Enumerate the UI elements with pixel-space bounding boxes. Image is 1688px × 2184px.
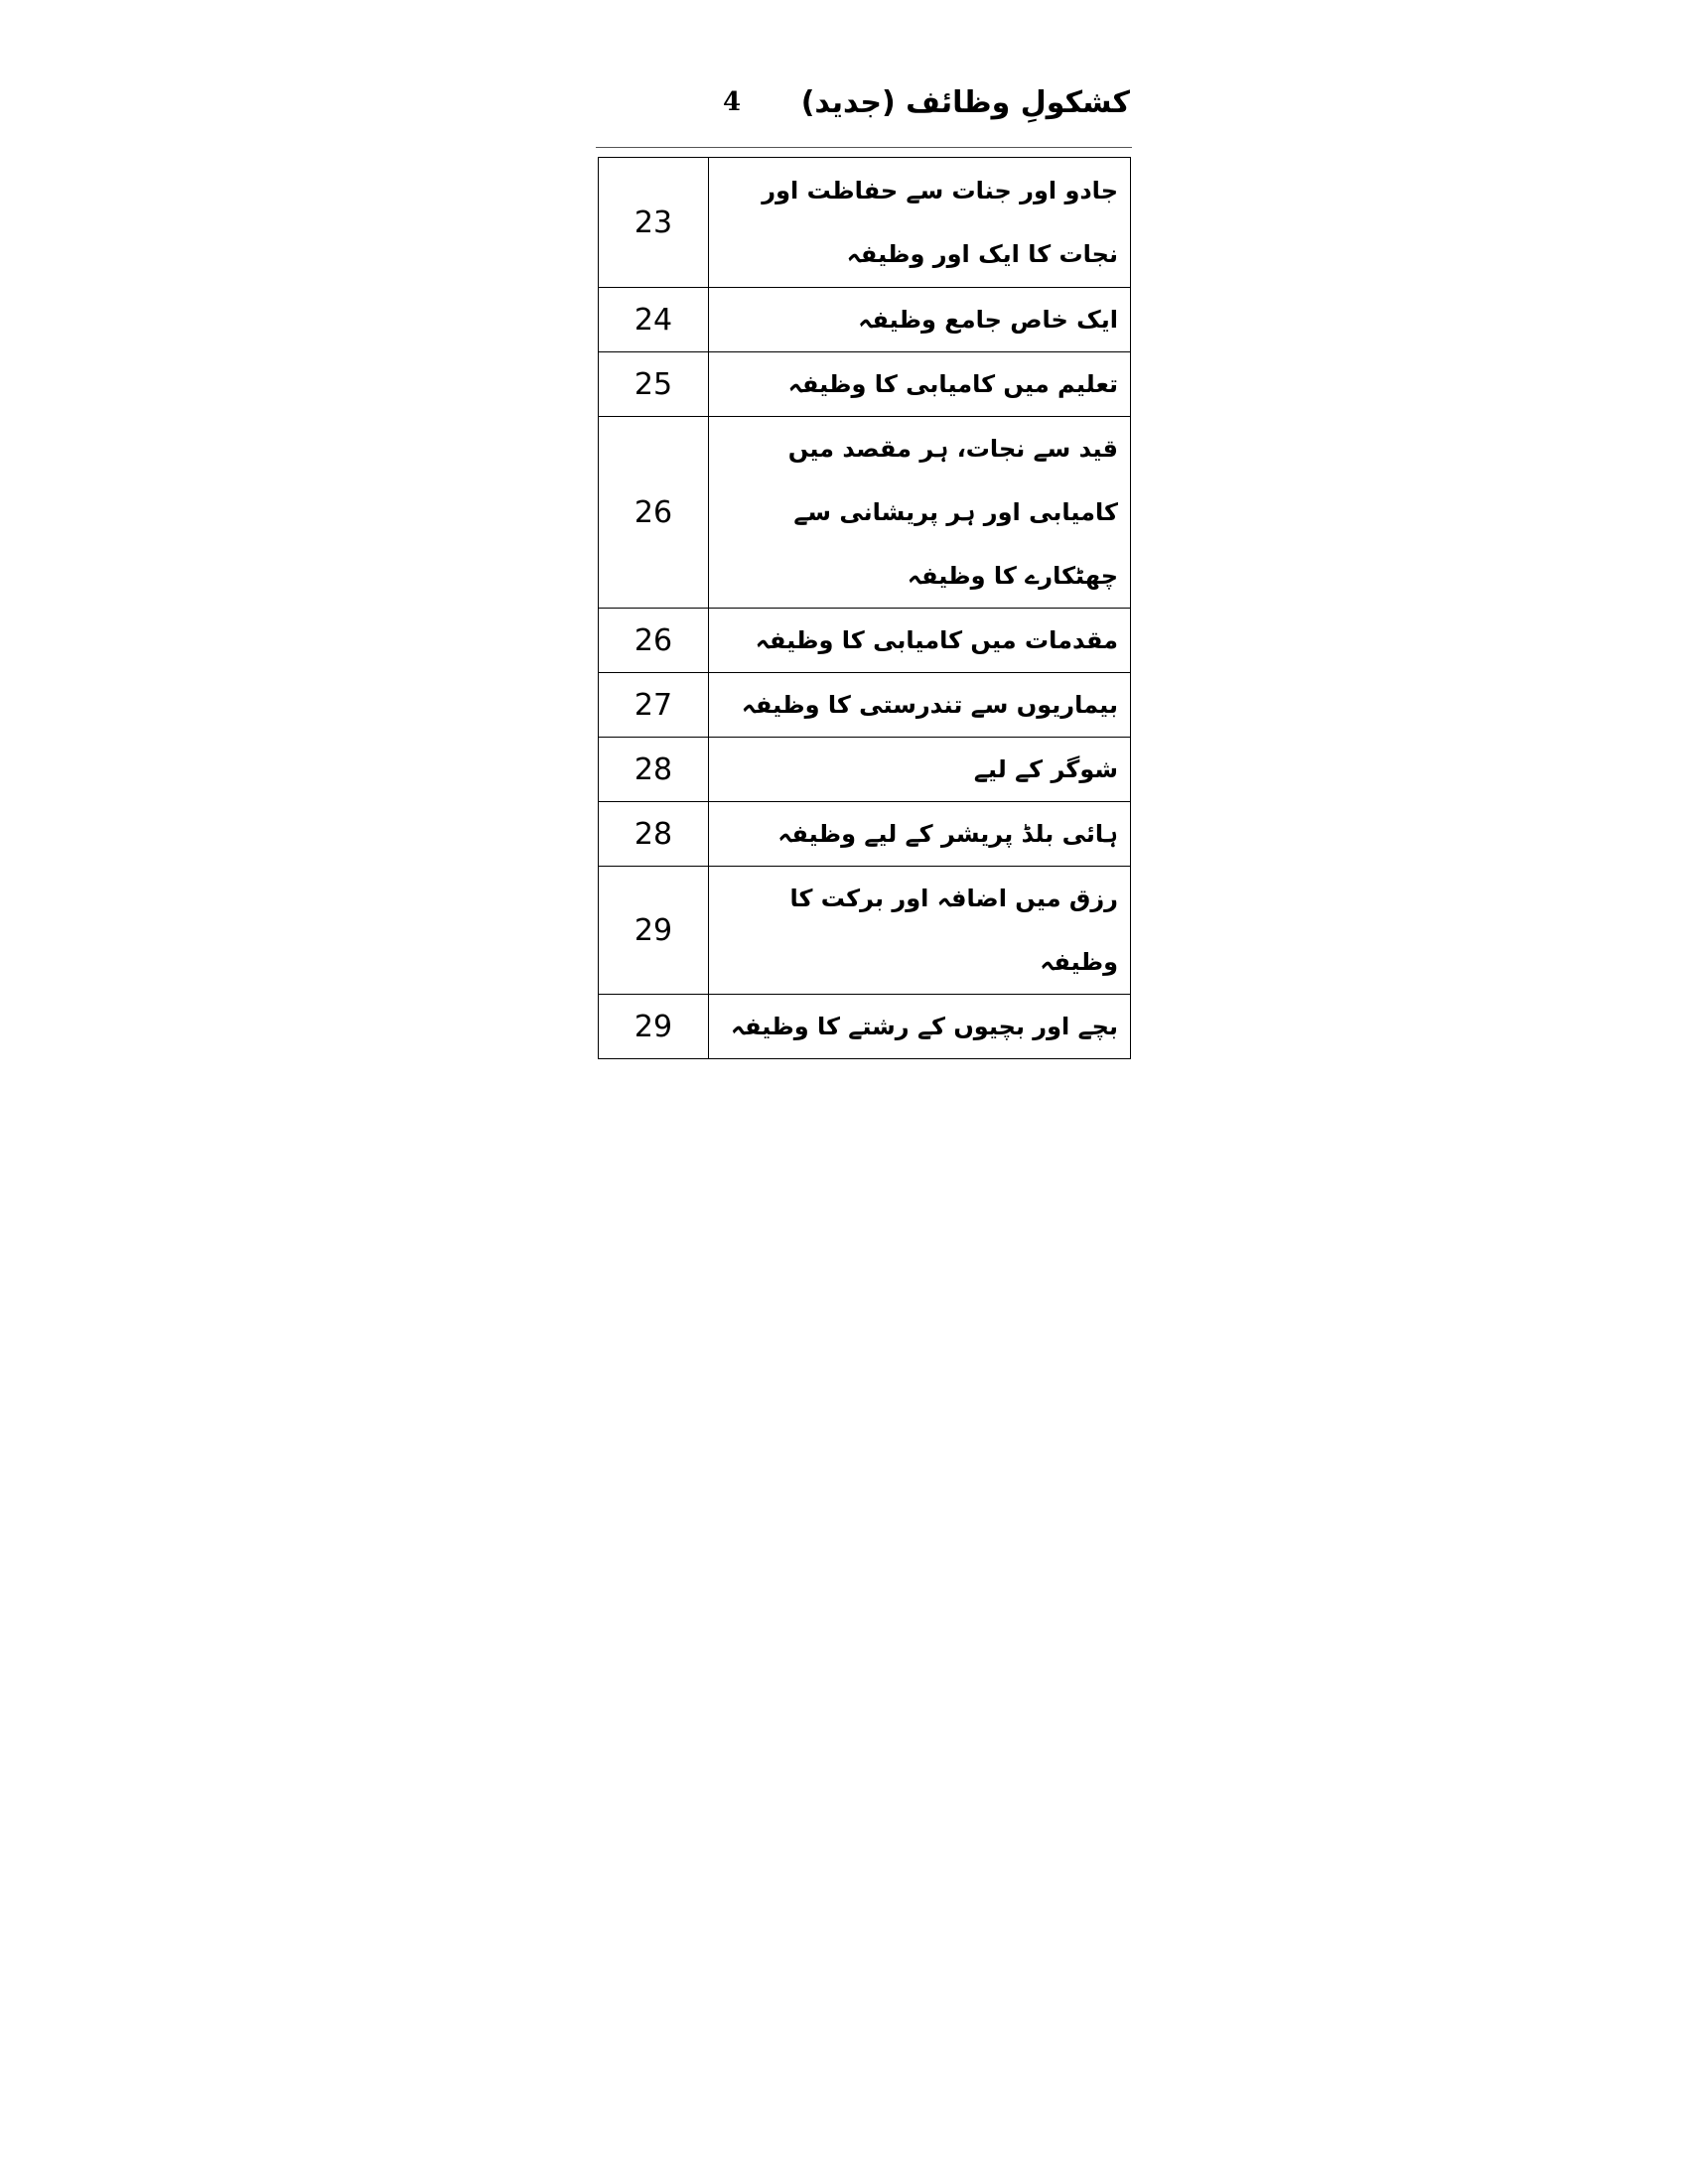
header-divider — [596, 147, 1132, 148]
toc-page-number: 25 — [599, 352, 709, 417]
toc-page-number: 27 — [599, 673, 709, 738]
toc-page-number: 26 — [599, 417, 709, 609]
toc-row — [599, 867, 1131, 995]
toc-row — [599, 352, 1131, 417]
toc-entry-title: تعلیم میں کامیابی کا وظیفہ — [709, 352, 1131, 417]
toc-page-number: 24 — [599, 288, 709, 352]
table-of-contents — [598, 157, 1131, 1059]
toc-entry-title: بیماریوں سے تندرستی کا وظیفہ — [709, 673, 1131, 738]
toc-entry-title: قید سے نجات، ہر مقصد میں کامیابی اور ہر پریشانی سے چھٹکارے کا وظیفہ — [709, 417, 1131, 609]
toc-entry-title: ہائی بلڈ پریشر کے لیے وظیفہ — [709, 802, 1131, 867]
toc-row — [599, 738, 1131, 802]
toc-entry-title: رزق میں اضافہ اور برکت کا وظیفہ — [709, 867, 1131, 995]
toc-entry-title: ایک خاص جامع وظیفہ — [709, 288, 1131, 352]
toc-page-number: 29 — [599, 867, 709, 995]
toc-page-number: 26 — [599, 609, 709, 673]
page-number: 4 — [723, 87, 742, 117]
toc-row — [599, 158, 1131, 288]
toc-entry-title: بچے اور بچیوں کے رشتے کا وظیفہ — [709, 995, 1131, 1059]
toc-page-number: 28 — [599, 738, 709, 802]
book-title: کشکولِ وظائف (جدید) — [800, 85, 1130, 120]
toc-row — [599, 802, 1131, 867]
toc-row — [599, 417, 1131, 609]
toc-entry-title: مقدمات میں کامیابی کا وظیفہ — [709, 609, 1131, 673]
toc-page-number: 23 — [599, 158, 709, 288]
toc-entry-title: شوگر کے لیے — [709, 738, 1131, 802]
toc-entry-title: جادو اور جنات سے حفاظت اور نجات کا ایک اور وظیفہ — [709, 158, 1131, 288]
toc-row — [599, 609, 1131, 673]
toc-page-number: 29 — [599, 995, 709, 1059]
toc-row — [599, 995, 1131, 1059]
toc-row — [599, 673, 1131, 738]
page-header — [594, 77, 1130, 147]
toc-row — [599, 288, 1131, 352]
toc-page-number: 28 — [599, 802, 709, 867]
